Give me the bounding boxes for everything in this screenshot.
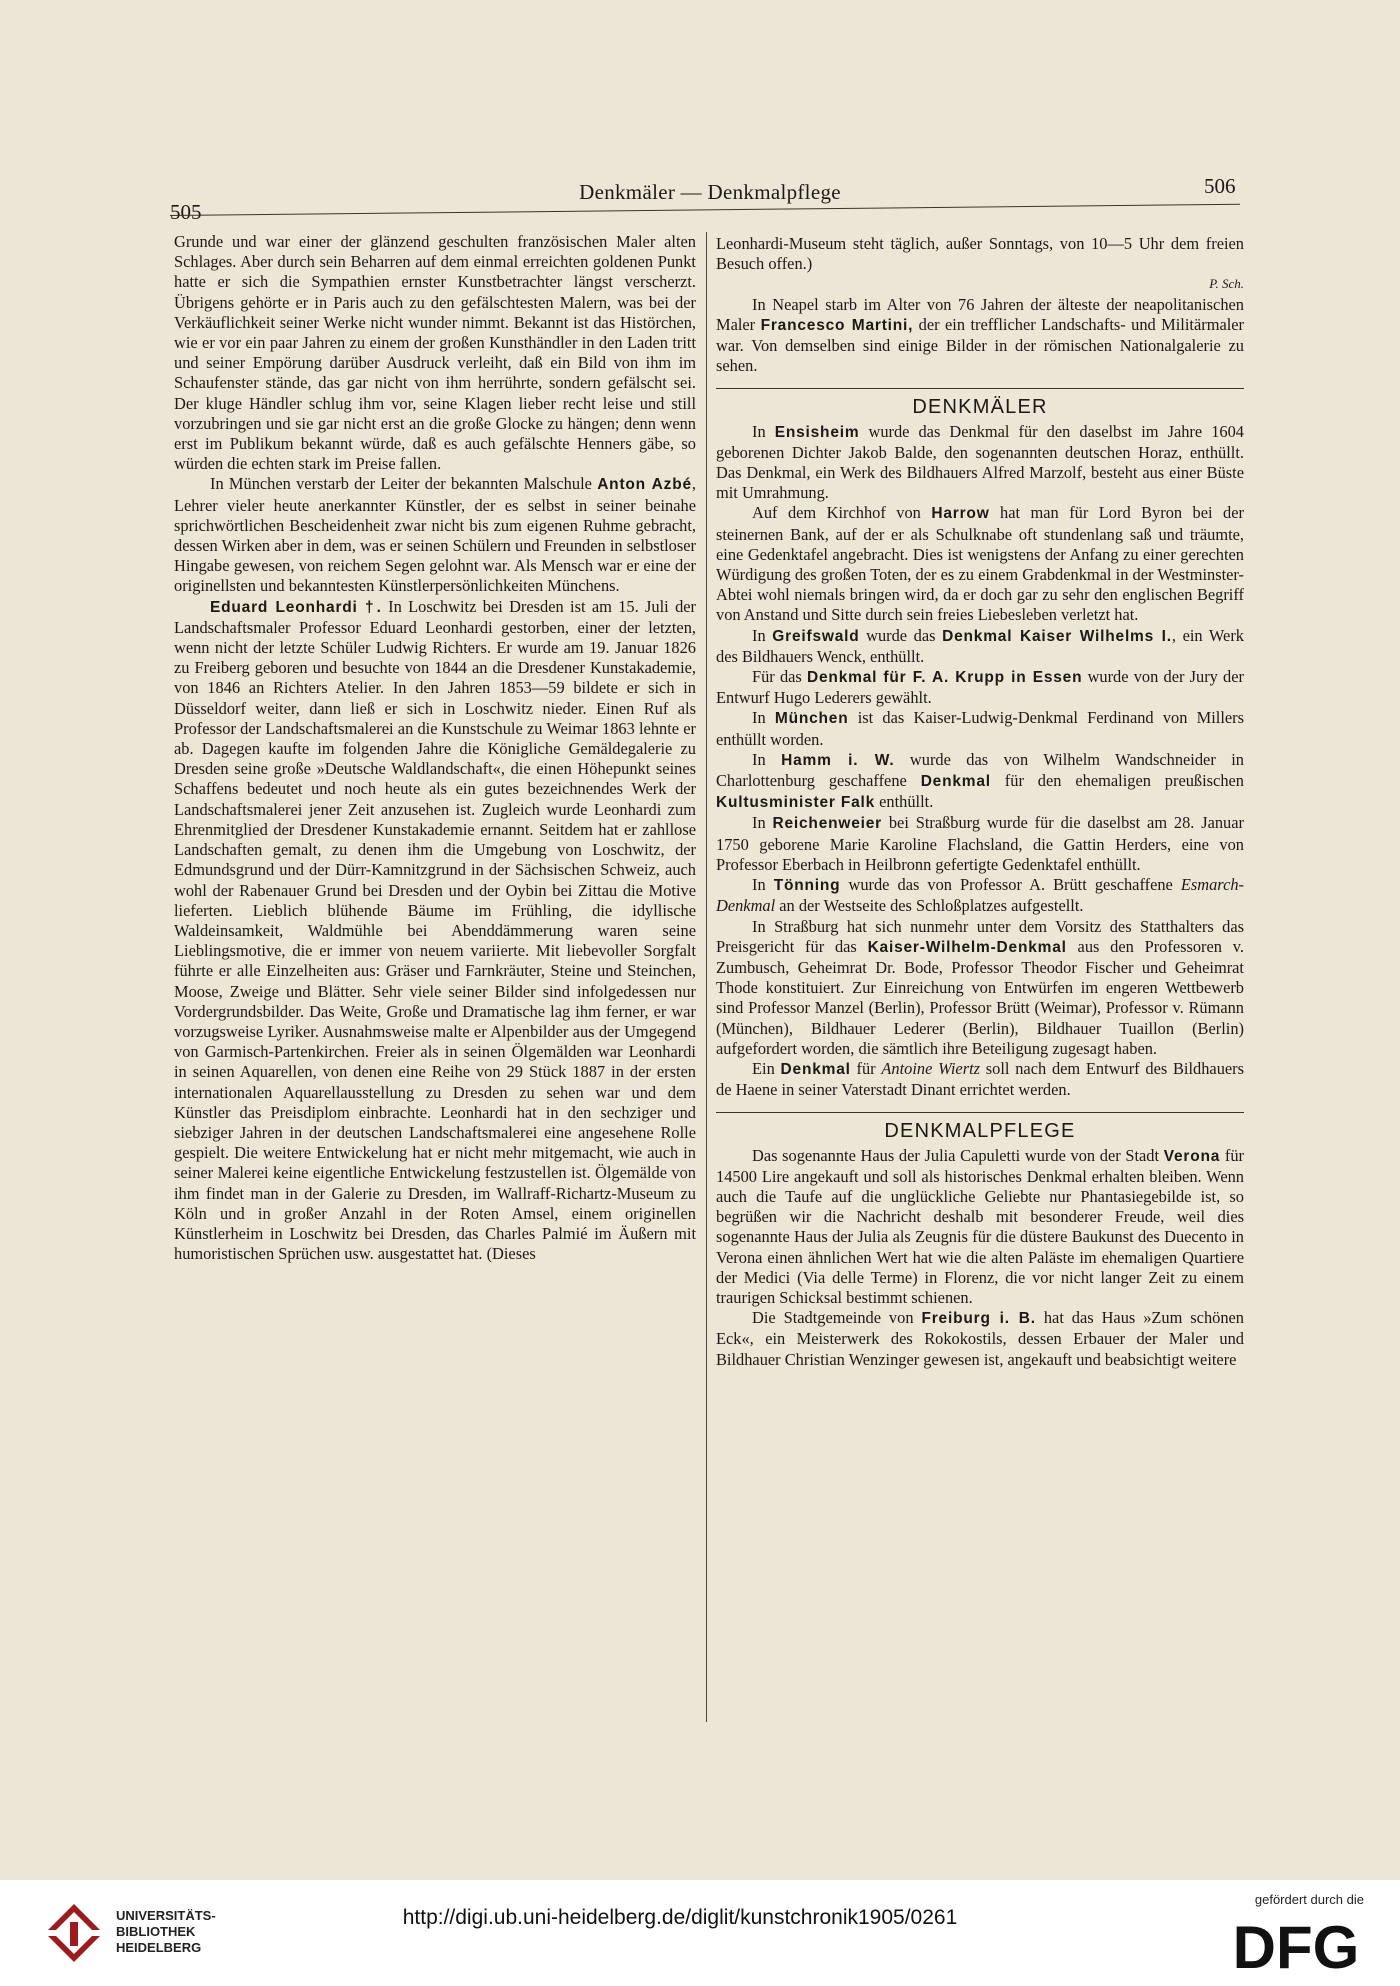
section-heading-denkmaeler: DENKMÄLER: [912, 396, 1048, 419]
column-divider: [706, 232, 707, 1722]
signature: P. Sch.: [1209, 276, 1244, 292]
paragraph-greifswald: In Greifswald wurde das Denkmal Kaiser Wilhelms I., ein Werk des Bildhauers Wenck, enthüllt.: [716, 625, 1244, 666]
paragraph-ensisheim: In Ensisheim wurde das Denkmal für den daselbst im Jahre 1604 geborenen Dichter Jakob Balde, den sogenannten deutschen Horaz, enthüllt. Das Denkmal, ein Werk des Bildhauers Alfred Marzolf, besteht aus einer Büste mit Umrahmung.: [716, 421, 1244, 503]
paragraph-freiburg: Die Stadtgemeinde von Freiburg i. B. hat das Haus »Zum schönen Eck«, ein Meisterwerk des Rokokostils, dessen Erbauer der Maler und Bildhauer Christian Wenzinger gewesen ist, angekauft und beabsichtigt weitere: [716, 1308, 1244, 1369]
paragraph-azbe: In München verstarb der Leiter der bekannten Malschule Anton Azbé, Lehrer vieler heute anerkannter Künstler, der es selbst in seiner beinahe sprichwörtlichen Bescheidenheit zwar nicht bis zum eigenen Ruhme gebracht, dessen Wirken aber in dem, was er seinen Schülern und Freunden in selbstloser Hingabe gewesen, von reichem Segen gelohnt war. Als Mensch war er eine der originellsten und bekanntesten Künstlerpersönlichkeiten Münchens.: [174, 474, 696, 596]
paragraph-muenchen: In München ist das Kaiser-Ludwig-Denkmal Ferdinand von Millers enthüllt worden.: [716, 708, 1244, 749]
name-leonhardi: Eduard Leonhardi †.: [210, 598, 382, 616]
paragraph-toenning: In Tönning wurde das von Professor A. Brütt geschaffene Esmarch-Denkmal an der Westseite des Schloßplatzes aufgestellt.: [716, 875, 1244, 916]
paragraph-martini: In Neapel starb im Alter von 76 Jahren der älteste der neapolitanischen Maler Francesco Martini, der ein trefflicher Landschafts- und Militärmaler war. Von demselben sind einige Bilder in der römischen Nationalgalerie zu sehen.: [716, 294, 1245, 376]
name-azbe: Anton Azbé: [597, 476, 692, 494]
permalink-url[interactable]: http://digi.ub.uni-heidelberg.de/diglit/kunstchronik1905/0261: [402, 1906, 958, 1929]
paragraph-krupp: Für das Denkmal für F. A. Krupp in Essen wurde von der Jury der Entwurf Hugo Lederers gewählt.: [716, 667, 1244, 708]
dfg-logo-text: DFG: [1232, 1914, 1360, 1974]
paragraph-leonhardi: Eduard Leonhardi †. In Loschwitz bei Dresden ist am 15. Juli der Landschaftsmaler Professor Eduard Leonhardi gestorben, einer der letzten, wenn nicht der letzte Schüler Ludwig Richters. Er wurde am 19. Januar 1826 zu Freiberg geboren und besuchte von 1844 an die Dresdener Kunstakademie, von 1846 an Richters Atelier. In den Jahren 1853—59 bildete er sich in Düsseldorf weiter, dann ließ er sich in Loschwitz nieder. Einen Ruf als Professor der Landschaftsmalerei an die Kunstschule zu Weimar 1863 lehnte er ab. Dagegen kaufte im folgenden Jahre die Königliche Gemäldegalerie zu Dresden seine große »Deutsche Waldlandschaft«, die einen Höhepunkt seines Schaffens bedeutet und noch heute als ein gutes bezeichnendes Werk der Landschaftsmalerei jener Zeit anzusehen ist. Zugleich wurde Leonhardi zum Ehrenmitglied der Dresdener Kunstakademie ernannt. Seitdem hat er zahllose Landschaften gemalt, zu denen ihm die Umgebung von Loschwitz, der Edmundsgrund und der Dürr-Kamnitzgrund in der Sächsischen Schweiz, auch wohl der Rabenauer Grund bei Dresden und der Oybin bei Zittau die Motive lieferten. Lieblich blühende Bäume im Frühling, die idyllische Waldeinsamkeit, Waldmühle bei Abenddämmerung waren seine Lieblingsmotive, die er immer von neuem variierte. Mit liebevoller Sorgfalt führte er alle Einzelheiten aus: Gräser und Farnkräuter, Steine und Steinchen, Moose, Zweige und Blätter. Sehr viele seiner Bilder sind infolgedessen nur Vordergrundsbilder. Das Weite, Große und Dramatische lag ihm ferner, er war vorzugsweise Lyriker. Ausnahmsweise malte er Alpenbilder aus der Umgegend von Garmisch-Partenkirchen. Freier als in seinen Ölgemälden war Leonhardi in seinen Aquarellen, von denen eine Reihe von 29 Stück 1887 in der ersten internationalen Aquarellausstellung zu Dresden zu sehen war und dem Künstler das Preisdiplom einbrachte. Leonhardi hat in den sechziger und siebziger Jahren in der deutschen Landschaftsmalerei eine angesehene Rolle gespielt. Die weitere Entwickelung hat er nicht mehr mitgemacht, wie auch in seiner Malerei keine eigentliche Entwickelung festzustellen ist. Ölgemälde von ihm findet man in der Galerie zu Dresden, im Wallraff-Richartz-Museum zu Köln und in großer Anzahl in der Roten Amsel, einem originellen Künstlerheim in Loschwitz bei Dresden, das Charles Palmié im Äußern mit humoristischen Sprüchen usw. ausgestattet hat. (Dieses: [174, 596, 696, 1264]
paragraph-reichenweier: In Reichenweier bei Straßburg wurde für die daselbst am 28. Januar 1750 geborene Marie Karoline Flachsland, die Gattin Herders, eine von Professor Eberbach in Heilbronn gefertigte Gedenktafel enthüllt.: [716, 813, 1244, 874]
footer-bar: [0, 1880, 1400, 1986]
right-column: [716, 234, 1244, 1370]
paragraph-strassburg: In Straßburg hat sich nunmehr unter dem Vorsitz des Statthalters das Preisgericht für das Kaiser-Wilhelm-Denkmal aus den Professoren v. Zumbusch, Geheimrat Dr. Bode, Professor Theodor Fischer und Geheimrat Thode konstituiert. Zur Einreichung von Entwürfen im engeren Wettbewerb sind Professor Manzel (Berlin), Professor Brütt (Weimar), Professor v. Rümann (München), Bildhauer Lederer (Berlin), Bildhauer Tuaillon (Berlin) aufgefordert worden, die sämtlich ihre Beteiligung zugesagt haben.: [716, 916, 1244, 1058]
running-head: Denkmäler — Denkmalpflege: [579, 180, 841, 204]
paragraph-harrow: Auf dem Kirchhof von Harrow hat man für Lord Byron bei der steinernen Bank, auf der er als Schulknabe oft stundenlang saß und träumte, eine Gedenktafel angebracht. Dies ist wenigstens der Anfang zu einer gerechten Würdigung des großen Toten, der es zu einem Grabdenkmal in der Westminster-Abtei wohl niemals bringen wird, da er doch gar zu sehr den englischen Begriff von Anstand und Sitte durch sein freies Liebesleben verletzt hat.: [716, 503, 1244, 625]
page-number-left: 505: [170, 200, 202, 224]
paragraph-henner: Grunde und war einer der glänzend geschulten französischen Maler alten Schlages. Aber durch sein Beharren auf dem einmal erreichten goldenen Punkt hatte er sich die Sympathien ernster Kunstbetrachter längst verscherzt. Übrigens gehörte er in Paris auch zu den gefälschtesten Malern, was bei der Verkäuflichkeit seiner Werke nicht wunder nimmt. Bekannt ist das Histörchen, wie er vor ein paar Jahren zu einem der großen Kunsthändler in den Laden tritt und seiner Empörung darüber Ausdruck verleiht, daß ein Bild von ihm im Schaufenster stände, das gar nicht von ihm herrührte, sondern gefälscht sei. Der kluge Händler schlug ihm vor, seine Klagen lieber recht leise und still vorzubringen und sie gar nicht erst an die große Glocke zu hängen; denn wenn erst im Publikum bekannt würde, daß es auch gefälschte Henners gäbe, so würden die echten stark im Preise fallen.: [174, 232, 696, 474]
library-name: UNIVERSITÄTS- BIBLIOTHEK HEIDELBERG: [116, 1908, 216, 1955]
header-rule: [170, 204, 1240, 216]
university-library-logo-icon: [44, 1902, 104, 1964]
page-number-right: 506: [1204, 174, 1236, 198]
section-heading-denkmalpflege: DENKMALPFLEGE: [884, 1120, 1076, 1143]
paragraph-verona: Das sogenannte Haus der Julia Capuletti wurde von der Stadt Verona für 14500 Lire angekauft und soll als historisches Denkmal erhalten bleiben. Wenn auch die Taufe auf die unglückliche Geliebte nur Phantasiegebilde ist, so begrüßen wir die Nachricht deshalb mit besonderer Freude, weil dies sogenannte Haus der Julia als Zeugnis für die düstere Baukunst des Duecento in Verona einen ähnlichen Wert hat wie die alten Paläste im ehemaligen Quartiere der Medici (Via delle Terme) in Florenz, die vor nicht langer Zeit zu einem traurigen Schicksal bestimmt schienen.: [716, 1145, 1244, 1307]
section-rule: [716, 1112, 1244, 1113]
name-martini: Francesco Martini,: [760, 316, 914, 334]
section-rule: [716, 388, 1244, 389]
paragraph-wiertz: Ein Denkmal für Antoine Wiertz soll nach dem Entwurf des Bildhauers de Haene in seiner Vaterstadt Dinant errichtet werden.: [716, 1058, 1245, 1100]
paragraph-museum: Leonhardi-Museum steht täglich, außer Sonntags, von 10—5 Uhr dem freien Besuch offen.) P. Sch.: [716, 234, 1244, 295]
sponsor-caption: gefördert durch die: [1254, 1892, 1364, 1907]
left-column: [174, 232, 696, 1264]
paragraph-hamm: In Hamm i. W. wurde das von Wilhelm Wandschneider in Charlottenburg geschaffene Denkmal für den ehemaligen preußischen Kultusminister Falk enthüllt.: [716, 749, 1244, 812]
dfg-logo-icon: [1228, 1914, 1364, 1974]
